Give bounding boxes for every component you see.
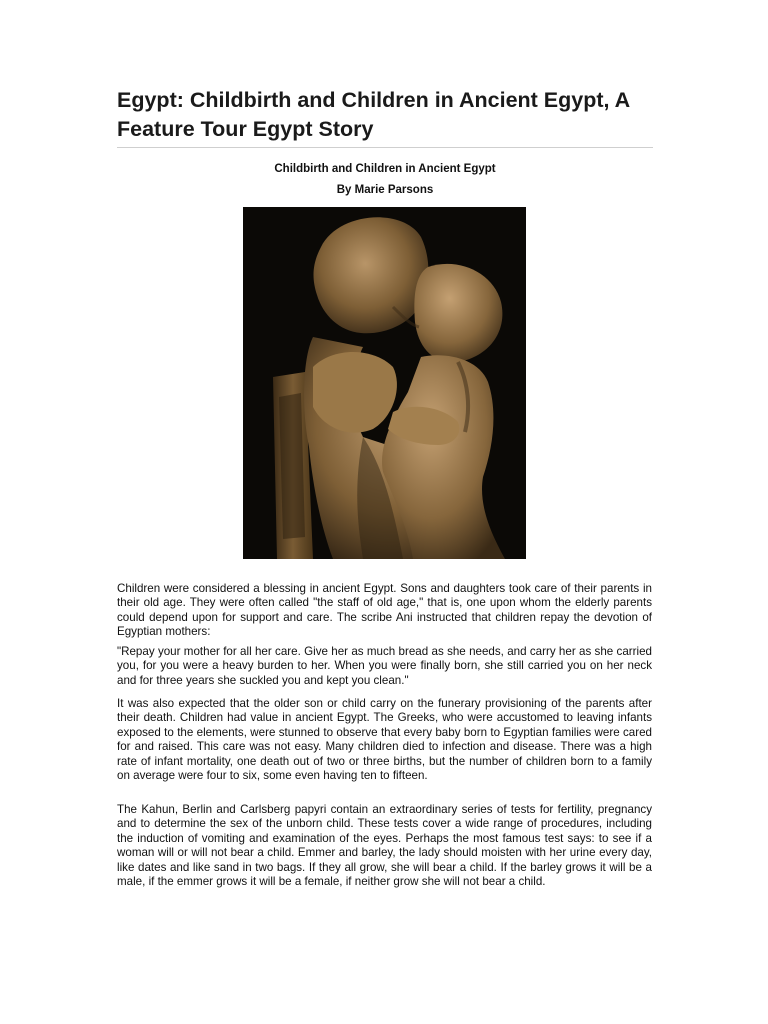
article-subtitle: Childbirth and Children in Ancient Egypt: [274, 163, 496, 175]
paragraph-3: It was also expected that the older son or child carry on the funerary provisioning of the parents after their death. Children had value in ancient Egypt. The Greeks, who were accustomed to leaving infants exposed to the elements, were stunned to observe that every baby born to Egyptian families were cared for and raised. This care was not easy. Many children died to infection and disease. There was a high rate of infant mortality, one death out of two or three births, but the number of children born to a family on average were four to six, some even having ten to fifteen.: [117, 697, 652, 783]
statue-photo: [243, 207, 526, 559]
title-divider: [117, 147, 653, 148]
article-byline: By Marie Parsons: [336, 184, 434, 196]
paragraph-4: The Kahun, Berlin and Carlsberg papyri contain an extraordinary series of tests for fertility, pregnancy and to determine the sex of the unborn child. These tests cover a wide range of procedures, including the induction of vomiting and examination of the eyes. Perhaps the most famous test says: to see if a woman will or will not bear a child. Emmer and barley, the lady should moisten with her urine every day, like dates and like sand in two bags. If they all grow, she will bear a child. If the barley grows it will be a male, if the emmer grows it will be a female, if neither grow she will not bear a child.: [117, 803, 652, 889]
statue-illustration: [243, 207, 526, 559]
article-title: Egypt: Childbirth and Children in Ancient Egypt, A Feature Tour Egypt Story: [117, 88, 630, 141]
paragraph-2-quote: "Repay your mother for all her care. Give her as much bread as she needs, and carry her as she carried you, for you were a heavy burden to her. When you were finally born, she still carried you on her neck and for three years she suckled you and kept you clean.": [117, 645, 652, 687]
paragraph-1: Children were considered a blessing in ancient Egypt. Sons and daughters took care of their parents in their old age. They were often called "the staff of old age," that is, one upon whom the elderly parents could depend upon for support and care. The scribe Ani instructed that children repay the devotion of Egyptian mothers:: [117, 582, 652, 639]
